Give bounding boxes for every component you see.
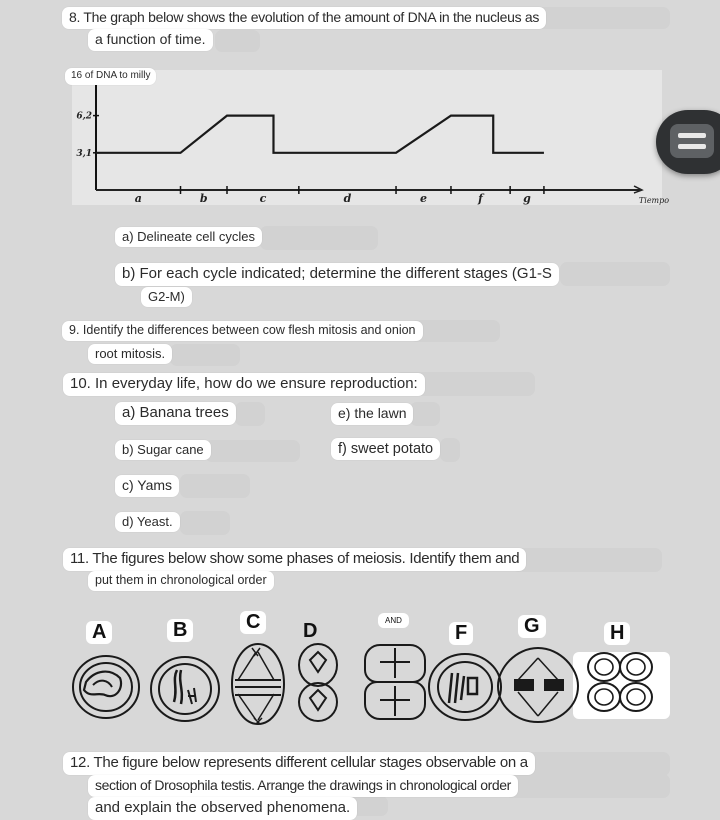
figure-label-f: F — [449, 622, 473, 645]
question-8a: a) Delineate cell cycles — [115, 227, 262, 247]
question-11-line1: 11. The figures below show some phases of meiosis. Identify them and — [63, 548, 526, 571]
question-10-title: 10. In everyday life, how do we ensure reproduction: — [63, 373, 425, 396]
text-ghost — [215, 30, 260, 52]
figure-c-cell — [232, 644, 284, 724]
figure-g-cell — [498, 648, 578, 722]
x-axis-label: Tiempo — [638, 196, 670, 205]
figure-label-g: G — [518, 615, 546, 638]
question-8-line2: a function of time. — [88, 29, 213, 51]
question-9-line2: root mitosis. — [88, 344, 172, 364]
figure-label-h: H — [604, 622, 630, 645]
question-12-line1: 12. The figure below represents different cellular stages observable on a — [63, 752, 535, 775]
q10-item-c: c) Yams — [115, 475, 179, 497]
text-ghost — [512, 548, 662, 572]
figure-e-cell — [365, 645, 425, 719]
handle-bar — [678, 144, 706, 149]
figure-d-cell — [299, 644, 337, 721]
text-ghost — [180, 474, 250, 498]
figure-label-c: C — [240, 611, 266, 634]
figure-a-cell — [73, 656, 139, 718]
x-interval-label: c — [259, 192, 267, 205]
y-tick-label: 3,1 — [76, 148, 92, 159]
question-8b-line2: G2-M) — [141, 287, 192, 307]
text-ghost — [410, 320, 500, 342]
text-ghost — [260, 226, 378, 250]
y-tick-label: 6,2 — [76, 111, 92, 122]
figure-b-cell — [151, 657, 219, 721]
dna-series-line — [96, 116, 544, 153]
question-11-line2: put them in chronological order — [88, 571, 274, 591]
figure-h-cell — [588, 653, 652, 711]
figure-f-cell — [429, 654, 501, 720]
floating-drag-handle[interactable] — [656, 110, 720, 174]
text-ghost — [235, 402, 265, 426]
question-12-line2: section of Drosophila testis. Arrange the drawings in chronological order — [88, 775, 518, 797]
figure-label-b: B — [167, 619, 193, 642]
x-interval-label: g — [523, 192, 531, 205]
q10-item-e: e) the lawn — [331, 403, 413, 425]
x-interval-label: b — [199, 192, 208, 205]
drag-handle-icon — [670, 124, 714, 158]
x-interval-label: f — [478, 192, 483, 205]
text-ghost — [505, 774, 670, 798]
graph-y-axis-label: 16 of DNA to milly — [65, 68, 156, 85]
question-8-line1: 8. The graph below shows the evolution of the amount of DNA in the nucleus as — [62, 7, 546, 29]
x-interval-label: a — [134, 192, 142, 205]
question-9-line1: 9. Identify the differences between cow flesh mitosis and onion — [62, 321, 423, 341]
text-ghost — [410, 402, 440, 426]
text-ghost — [205, 440, 300, 462]
figure-label-d: D — [303, 620, 318, 642]
text-ghost — [440, 438, 460, 462]
text-ghost — [520, 752, 670, 776]
q10-item-a: a) Banana trees — [115, 402, 236, 425]
question-8b-line1: b) For each cycle indicated; determine the different stages (G1-S — [115, 263, 559, 286]
figure-label-e: AND — [378, 613, 409, 628]
handle-bar — [678, 133, 706, 138]
q10-item-b: b) Sugar cane — [115, 440, 211, 460]
q10-item-f: f) sweet potato — [331, 438, 440, 460]
x-interval-label: d — [343, 192, 352, 205]
text-ghost — [180, 511, 230, 535]
text-ghost — [170, 344, 240, 366]
x-interval-label: e — [420, 192, 427, 205]
text-ghost — [560, 262, 670, 286]
question-12-line3: and explain the observed phenomena. — [88, 797, 357, 820]
meiosis-figures — [60, 640, 680, 730]
figure-label-a: A — [86, 621, 112, 644]
q10-item-d: d) Yeast. — [115, 512, 180, 532]
